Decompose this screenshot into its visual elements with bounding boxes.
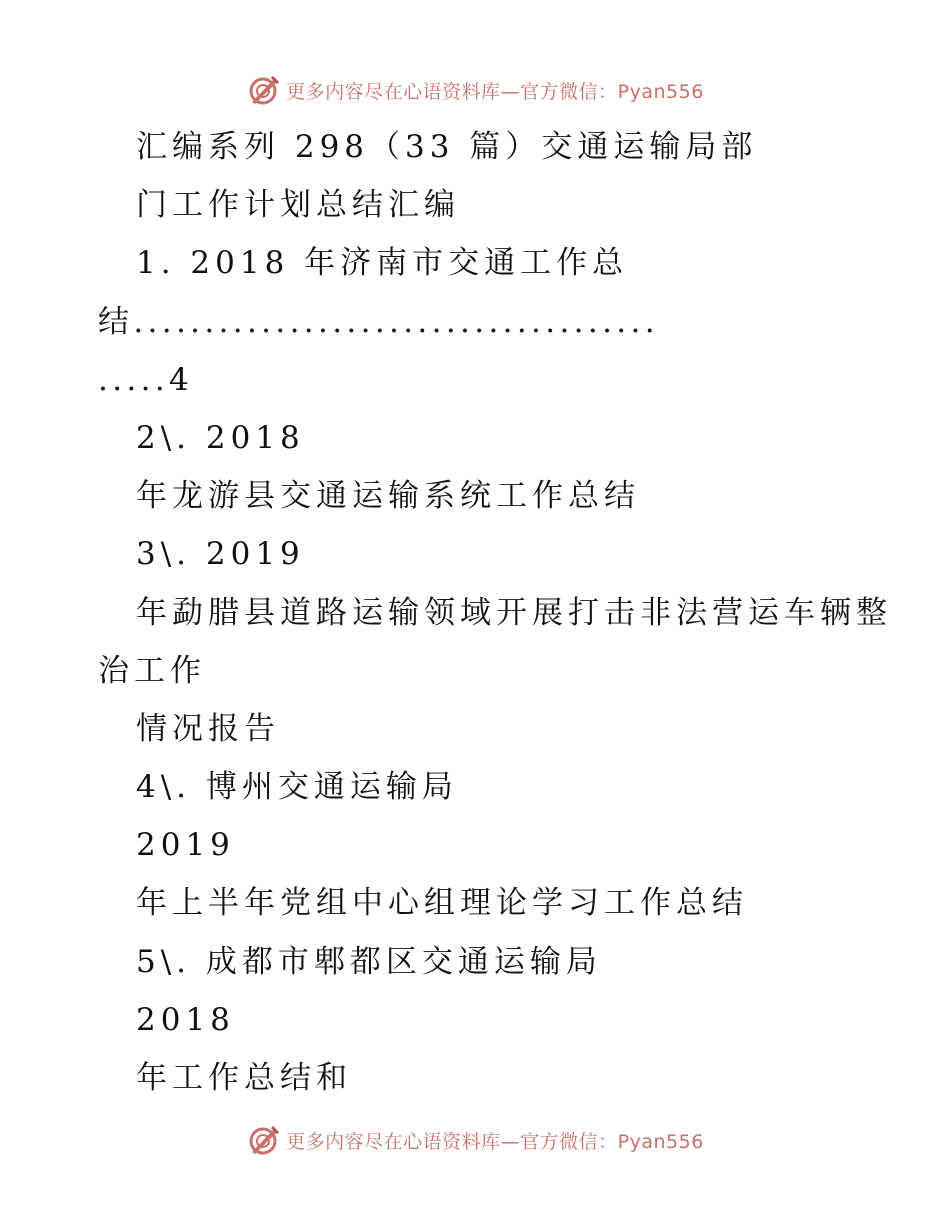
doc-title-line-2: 门工作计划总结汇编	[136, 187, 460, 224]
toc-entry-2-title: 年龙游县交通运输系统工作总结	[136, 478, 640, 515]
watermark-text: 更多内容尽在心语资料库—官方微信：Pyan556	[286, 1130, 704, 1153]
toc-entry-3-title-cont: 治工作	[98, 652, 206, 689]
toc-entry-4-title: 年上半年党组中心组理论学习工作总结	[136, 885, 748, 922]
toc-entry-3-title: 年勐腊县道路运输领域开展打击非法营运车辆整	[136, 594, 892, 631]
toc-entry-4: 4\. 博州交通运输局	[136, 769, 458, 806]
toc-entry-5: 5\. 成都市郫都区交通运输局	[136, 943, 602, 980]
document-body	[0, 118, 950, 1107]
watermark-banner-bottom	[0, 1120, 950, 1160]
doc-title-line-1: 汇编系列 298（33 篇）交通运输局部	[136, 129, 758, 165]
toc-entry-1-page: .....4	[98, 361, 194, 398]
toc-entry-4-year: 2019	[136, 827, 235, 864]
watermark-group	[246, 73, 704, 107]
watermark-text: 更多内容尽在心语资料库—官方微信：Pyan556	[286, 80, 704, 103]
toc-entry-5-year: 2018	[136, 1001, 235, 1038]
toc-entry-2: 2\. 2018	[136, 419, 305, 456]
brush-logo-icon	[246, 1123, 280, 1157]
watermark-banner-top	[0, 70, 950, 110]
toc-entry-5-title: 年工作总结和	[136, 1060, 352, 1096]
brush-logo-icon	[246, 73, 280, 107]
toc-entry-1-leader: 结.....................................	[98, 303, 659, 340]
toc-entry-3-subtitle: 情况报告	[136, 710, 280, 747]
watermark-group	[246, 1123, 704, 1157]
toc-entry-3: 3\. 2019	[136, 536, 305, 573]
toc-entry-1: 1. 2018 年济南市交通工作总	[136, 245, 629, 282]
